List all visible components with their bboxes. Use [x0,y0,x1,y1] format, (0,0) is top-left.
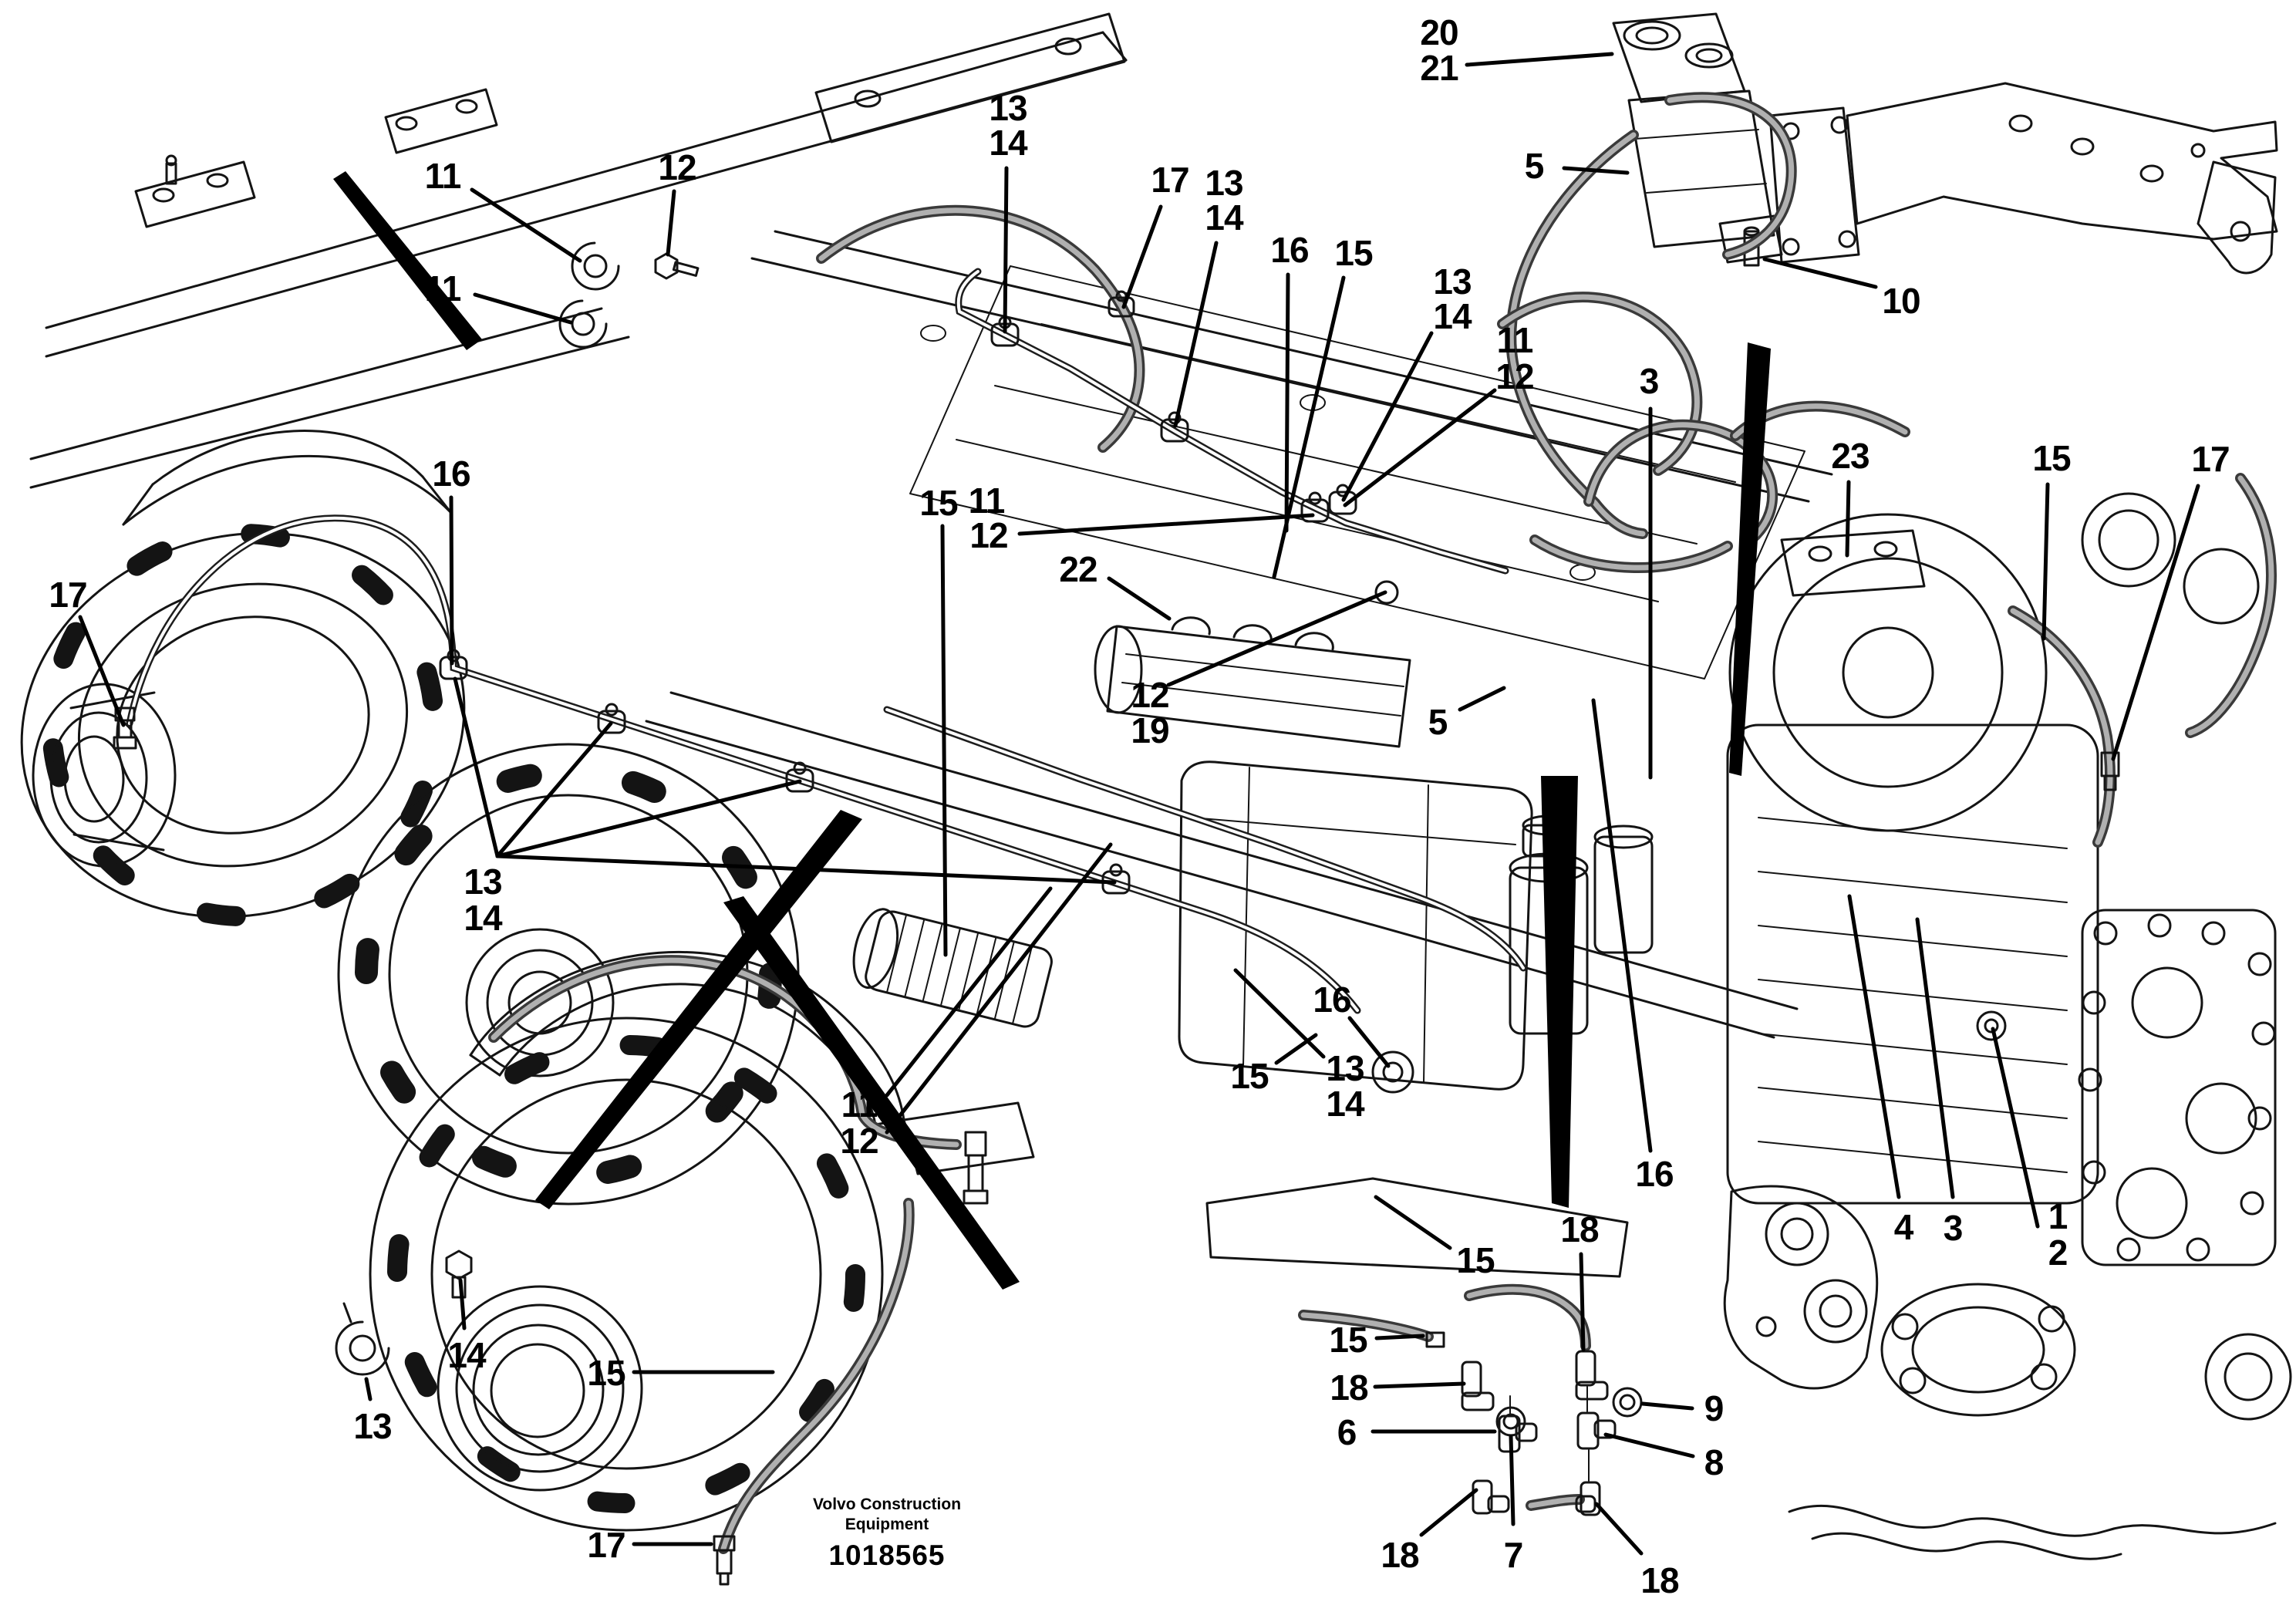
callout-12-26: 12 [1131,675,1169,715]
callout-17-57: 17 [587,1525,625,1565]
hoses [494,97,2271,1549]
rear-wheel-brake-assembly [370,953,1033,1530]
leader-7-46 [1511,1436,1513,1524]
callout-9-48: 9 [1704,1388,1724,1428]
callout-7-46: 7 [1503,1535,1523,1575]
callout-14-37: 14 [1326,1084,1364,1124]
callout-14-4: 14 [989,123,1027,163]
p-clamp-icons [440,292,1356,893]
leader-14-4 [1005,168,1006,332]
callout-12-24: 12 [969,515,1008,555]
callout-10-18: 10 [1882,281,1920,321]
leader-3-51 [1917,919,1953,1197]
watermark-line2: Equipment [845,1516,929,1533]
callout-12-34: 12 [840,1121,878,1161]
callout-13-3: 13 [989,88,1027,128]
leader-22-25 [1109,578,1169,619]
watermark [748,1495,1026,1572]
callout-11-12: 11 [1496,320,1533,360]
leader-15-42 [1377,1336,1423,1338]
callout-18-43: 18 [1330,1367,1368,1408]
leader-15-39 [1376,1197,1450,1248]
leader-5-28 [1460,688,1504,710]
callout-13-36: 13 [1326,1048,1364,1088]
leader-5-17 [1564,168,1627,173]
leader-10-18 [1765,259,1876,287]
leader-15-9 [1274,278,1344,577]
callout-11-33: 11 [841,1084,878,1125]
callout-2-53: 2 [2048,1233,2068,1273]
leader-18-41 [1581,1254,1583,1350]
callout-13-31: 13 [464,862,502,902]
leader-15-38 [1276,1035,1316,1063]
leader-14-7 [1175,243,1216,426]
leader-15-20 [2044,484,2048,639]
callout-16-40: 16 [1635,1154,1674,1194]
frame-rails [31,14,1924,1280]
callout-23-19: 23 [1831,436,1870,476]
transmission-assembly [1725,494,2291,1559]
leader-12-34 [887,845,1111,1132]
callout-21-16: 21 [1420,48,1458,88]
callout-17-21: 17 [2191,439,2230,479]
leader-11-33 [887,889,1050,1095]
callout-12-1: 12 [658,147,696,187]
callout-16-30: 16 [432,454,470,494]
callout-11-2: 11 [424,268,461,309]
callout-17-5: 17 [1151,160,1189,200]
leader-14-37 [1236,970,1323,1057]
callout-16-8: 16 [1270,230,1309,270]
callout-11-0: 11 [424,156,461,196]
left-axle-assembly [0,480,511,971]
leader-18-43 [1375,1384,1464,1387]
leader-lines [80,54,2198,1553]
callout-19-27: 19 [1131,710,1169,750]
callout-5-17: 5 [1524,146,1544,186]
callout-13-6: 13 [1205,163,1243,203]
leader-16-8 [1286,275,1288,531]
callout-15-42: 15 [1329,1320,1367,1360]
leader-16-30 [451,497,452,663]
leader-12-13 [1345,390,1495,505]
leader-9-48 [1643,1404,1692,1408]
watermark-line1: Volvo Construction [812,1496,962,1513]
leader-12-24 [1020,515,1313,534]
leader-12-1 [668,191,674,255]
pointer-wedges [333,171,1771,1290]
callout-15-9: 15 [1334,233,1373,273]
leader-23-19 [1847,482,1849,555]
callout-18-41: 18 [1560,1209,1599,1249]
callout-14-54: 14 [447,1335,486,1375]
callout-22-25: 22 [1059,549,1097,589]
callout-14-32: 14 [464,898,502,938]
callout-5-28: 5 [1428,702,1448,742]
callout-15-22: 15 [919,483,958,523]
leader-18-45 [1421,1490,1476,1535]
callout-15-20: 15 [2032,438,2071,478]
callout-13-10: 13 [1433,261,1472,302]
callout-17-29: 17 [49,575,87,615]
callout-3-51: 3 [1943,1208,1963,1248]
leader-17-29 [80,617,123,725]
leader-21-16 [1467,54,1612,65]
leader-18-47 [1596,1504,1641,1553]
leader-15-22 [942,526,946,955]
callout-1-52: 1 [2048,1196,2068,1236]
callout-18-47: 18 [1640,1560,1679,1600]
leader-14-54 [460,1280,464,1328]
callout-20-15: 20 [1420,12,1458,52]
watermark-id-number: 1018565 [828,1539,946,1571]
callout-12-13: 12 [1495,356,1534,396]
clip-and-bolt-items [336,1251,734,1584]
callout-11-23: 11 [968,481,1005,521]
callout-4-50: 4 [1893,1207,1913,1247]
callout-14-7: 14 [1205,197,1243,238]
leader-13-55 [366,1379,370,1399]
bottom-fitting-group [1427,1333,1641,1515]
callout-6-44: 6 [1337,1412,1357,1452]
callout-8-49: 8 [1704,1442,1724,1482]
leader-11-0 [472,190,580,261]
callout-3-14: 3 [1639,361,1659,401]
callout-16-35: 16 [1313,980,1351,1020]
callout-15-56: 15 [587,1353,625,1393]
leader-8-49 [1606,1435,1693,1456]
leader-11-2 [475,295,571,322]
callout-15-39: 15 [1456,1240,1495,1280]
callout-15-38: 15 [1230,1056,1269,1096]
leader-17-5 [1124,207,1161,307]
master-cylinder-assembly [1613,14,2277,273]
callout-13-55: 13 [353,1406,392,1446]
callout-14-11: 14 [1433,296,1472,336]
leader-16-40 [1593,700,1650,1151]
callout-18-45: 18 [1381,1535,1419,1575]
